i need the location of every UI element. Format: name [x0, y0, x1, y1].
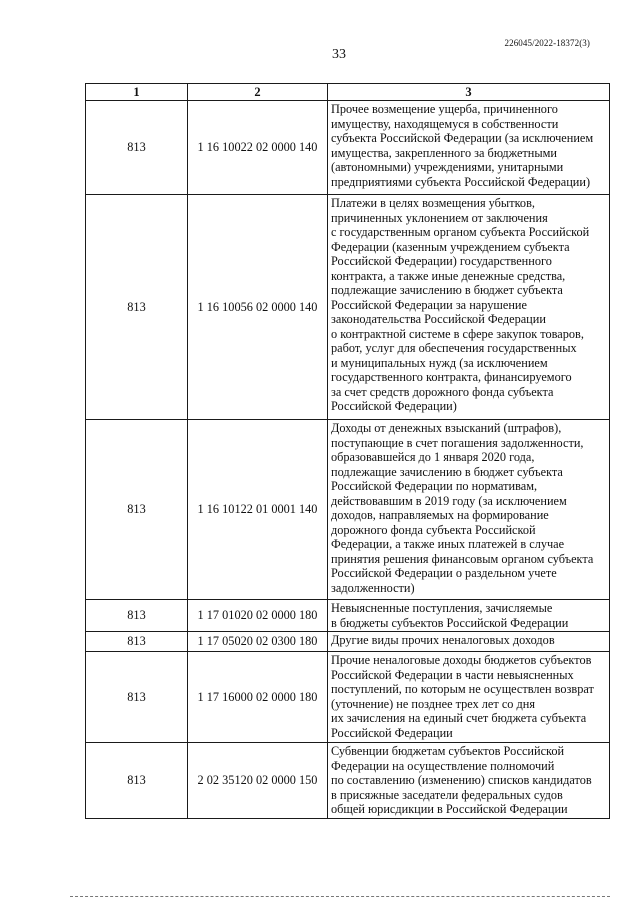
revenue-description-cell — [328, 652, 610, 743]
description-line: задолженности) — [331, 580, 415, 595]
description-line: в бюджеты субъектов Российской Федерации — [331, 615, 569, 630]
description-line: Федерации, а также иных платежей в случае — [331, 537, 565, 551]
description-line: причиненных уклонением от заключения — [331, 210, 548, 225]
table-header-row — [86, 84, 610, 101]
description-line: Российской Федерации) — [331, 399, 457, 413]
description-line: Российской Федерации — [331, 725, 453, 740]
description-line: (уточнение) не позднее трех лет со дня — [331, 696, 536, 711]
table-row — [86, 652, 610, 743]
revenue-description-cell — [328, 632, 610, 652]
budget-classification-code-cell: 1 16 10122 01 0001 140 — [188, 420, 328, 600]
budget-classification-code-cell: 1 17 01020 02 0000 180 — [188, 600, 328, 632]
revenue-description-cell — [328, 195, 610, 420]
description-line: принятия решения финансовым органом субъекта — [331, 551, 594, 566]
document-registration-number: 226045/2022-18372(3) — [504, 38, 590, 48]
description-line: Платежи в целях возмещения убытков, — [331, 196, 535, 210]
description-line: имуществу, находящемуся в собственности — [331, 116, 559, 131]
column-header-3: 3 — [328, 84, 610, 101]
description-line: за счет средств дорожного фонда субъекта — [331, 384, 554, 399]
budget-classification-code-cell: 1 17 16000 02 0000 180 — [188, 652, 328, 743]
description-line: их зачисления на единый счет бюджета субъекта — [331, 711, 587, 725]
column-header-1: 1 — [86, 84, 188, 101]
description-line: Субвенции бюджетам субъектов Российской — [331, 744, 565, 758]
footer-divider — [70, 896, 610, 897]
revenue-description-cell — [328, 420, 610, 600]
description-line: предприятиями субъекта Российской Федерации) — [331, 174, 591, 189]
revenue-description-cell — [328, 743, 610, 819]
description-line: о контрактной системе в сфере закупок товаров, — [331, 326, 584, 341]
description-line: Прочие неналоговые доходы бюджетов субъектов — [331, 653, 592, 667]
description-line: общей юрисдикции в Российской Федерации — [331, 802, 568, 816]
description-line: законодательства Российской Федерации — [331, 312, 546, 326]
budget-classification-code-cell: 1 16 10022 02 0000 140 — [188, 101, 328, 195]
description-line: субъекта Российской Федерации (за исключением — [331, 131, 594, 145]
table-row — [86, 101, 610, 195]
description-line: контракта, а также иные денежные средства, — [331, 268, 566, 283]
admin-code-cell: 813 — [86, 743, 188, 819]
admin-code-cell: 813 — [86, 600, 188, 632]
description-line: дорожного фонда субъекта Российской — [331, 522, 536, 537]
description-line: Доходы от денежных взысканий (штрафов), — [331, 421, 562, 435]
admin-code-cell: 813 — [86, 420, 188, 600]
table-row — [86, 195, 610, 420]
admin-code-cell: 813 — [86, 195, 188, 420]
column-header-2: 2 — [188, 84, 328, 101]
description-line: работ, услуг для обеспечения государственных — [331, 341, 577, 355]
table-row — [86, 600, 610, 632]
description-line: Федерации на осуществление полномочий — [331, 758, 555, 773]
description-line: Российской Федерации о раздельном учете — [331, 566, 557, 580]
revenue-description-cell — [328, 600, 610, 632]
description-line: Невыясненные поступления, зачисляемые — [331, 601, 553, 615]
budget-classification-code-cell: 1 16 10056 02 0000 140 — [188, 195, 328, 420]
revenue-description-cell — [328, 101, 610, 195]
description-line: доходов, направляемых на формирование — [331, 508, 549, 522]
description-line: Другие виды прочих неналоговых доходов — [331, 633, 555, 647]
description-line: подлежащие зачислению в бюджет субъекта — [331, 464, 563, 479]
description-line: имущества, закрепленного за бюджетными — [331, 145, 558, 160]
table-row — [86, 420, 610, 600]
description-line: государственного контракта, финансируемого — [331, 370, 572, 384]
description-line: Федерации (казенным учреждением субъекта — [331, 239, 570, 254]
description-line: образовавшейся до 1 января 2020 года, — [331, 450, 535, 464]
description-line: (автономными) учреждениями, унитарными — [331, 160, 564, 174]
budget-classification-code-cell: 2 02 35120 02 0000 150 — [188, 743, 328, 819]
description-line: подлежащие зачислению в бюджет субъекта — [331, 283, 563, 297]
description-line: Прочее возмещение ущерба, причиненного — [331, 102, 558, 116]
table-row — [86, 743, 610, 819]
page-number: 33 — [332, 47, 346, 62]
description-line: Российской Федерации) государственного — [331, 254, 552, 268]
description-line: в присяжные заседатели федеральных судов — [331, 787, 563, 802]
admin-code-cell: 813 — [86, 632, 188, 652]
budget-classification-code-cell: 1 17 05020 02 0300 180 — [188, 632, 328, 652]
description-line: Российской Федерации за нарушение — [331, 297, 527, 312]
description-line: действовавшим в 2019 году (за исключением — [331, 493, 567, 508]
description-line: поступлений, по которым не осуществлен возврат — [331, 682, 594, 696]
admin-code-cell: 813 — [86, 101, 188, 195]
description-line: поступающие в счет погашения задолженности, — [331, 435, 584, 450]
description-line: Российской Федерации в части невыясненных — [331, 667, 574, 682]
description-line: с государственным органом субъекта Российской — [331, 225, 590, 239]
description-line: по составлению (изменению) списков кандидатов — [331, 773, 592, 787]
admin-code-cell: 813 — [86, 652, 188, 743]
revenue-codes-table — [85, 83, 610, 819]
description-line: Российской Федерации по нормативам, — [331, 479, 538, 493]
table-row — [86, 632, 610, 652]
description-line: и муниципальных нужд (за исключением — [331, 355, 548, 370]
